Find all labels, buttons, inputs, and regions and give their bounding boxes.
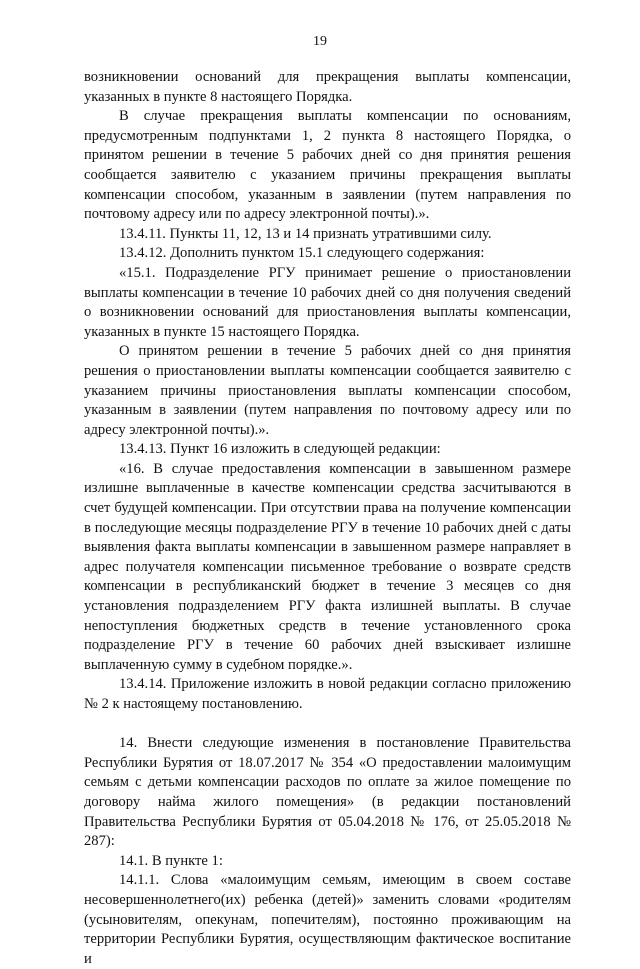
paragraph: 13.4.11. Пункты 11, 12, 13 и 14 признать утратившими силу. <box>119 225 492 242</box>
paragraph: 13.4.14. Приложение изложить в новой редакции согласно приложению № 2 к настоящему постановлению. <box>84 676 571 712</box>
paragraph: возникновении оснований для прекращения выплаты компенсации, указанных в пункте 8 настоящего Порядка. <box>84 69 571 105</box>
page-number: 19 <box>313 34 327 49</box>
paragraph: О принятом решении в течение 5 рабочих дней со дня принятия решения о приостановлении выплаты компенсации сообщается заявителю с указанием причины приостановления выплаты компенсации способом, указанным в заявлении (путем направления по почтовому адресу или по адресу электронной почты).». <box>84 343 571 438</box>
paragraph: 13.4.12. Дополнить пунктом 15.1 следующего содержания: <box>119 245 485 262</box>
paragraph: В случае прекращения выплаты компенсации по основаниям, предусмотренным подпунктами 1, 2 пункта 8 настоящего Порядка, о принятом решении в течение 5 рабочих дней со дня принятия решения сообщается заявителю с указанием причины прекращения выплаты компенсации способом, указанным в заявлении (путем направления по почтовому адресу или по адресу электронной почты).». <box>84 108 571 223</box>
paragraph: 14.1.1. Слова «малоимущим семьям, имеющим в своем составе несовершеннолетнего(их) ребенка (детей)» заменить словами «родителям (усыновителям, опекунам, попечителям), постоянно проживающим на территории Республики Бурятия, осуществляющим фактическое воспитание и <box>84 872 571 967</box>
paragraph: «15.1. Подразделение РГУ принимает решение о приостановлении выплаты компенсации в течение 10 рабочих дней со дня получения сведений о возникновении оснований для приостановления выплаты компенсации, указанных в пункте 15 настоящего Порядка. <box>84 264 571 340</box>
paragraph: 13.4.13. Пункт 16 изложить в следующей редакции: <box>119 441 441 458</box>
paragraph: «16. В случае предоставления компенсации в завышенном размере излишне выплаченные в качестве компенсации средства засчитываются в счет будущей компенсации. При отсутствии права на получение компенсации в последующие месяцы подразделение РГУ в течение 10 рабочих дней с даты выявления факта выплаты компенсации в завышенном размере направляет в адрес получателя компенсации письменное требование о возврате средств компенсации в республиканский бюджет в течение 3 месяцев со дня установления подразделением РГУ факта излишней выплаты. В случае непоступления бюджетных средств в течение установленного срока подразделение РГУ в течение 60 рабочих дней взыскивает излишне выплаченную сумму в судебном порядке.». <box>84 460 571 673</box>
paragraph: 14. Внести следующие изменения в постановление Правительства Республики Бурятия от 18.07.2017 № 354 «О предоставлении малоимущим семьям с детьми компенсации расходов по оплате за жилое помещение по договору найма жилого помещения» (в редакции постановлений Правительства Республики Бурятия от 05.04.2018 № 176, от 25.05.2018 № 287): <box>84 735 571 850</box>
paragraph: 14.1. В пункте 1: <box>119 852 223 869</box>
document-body <box>84 68 571 969</box>
